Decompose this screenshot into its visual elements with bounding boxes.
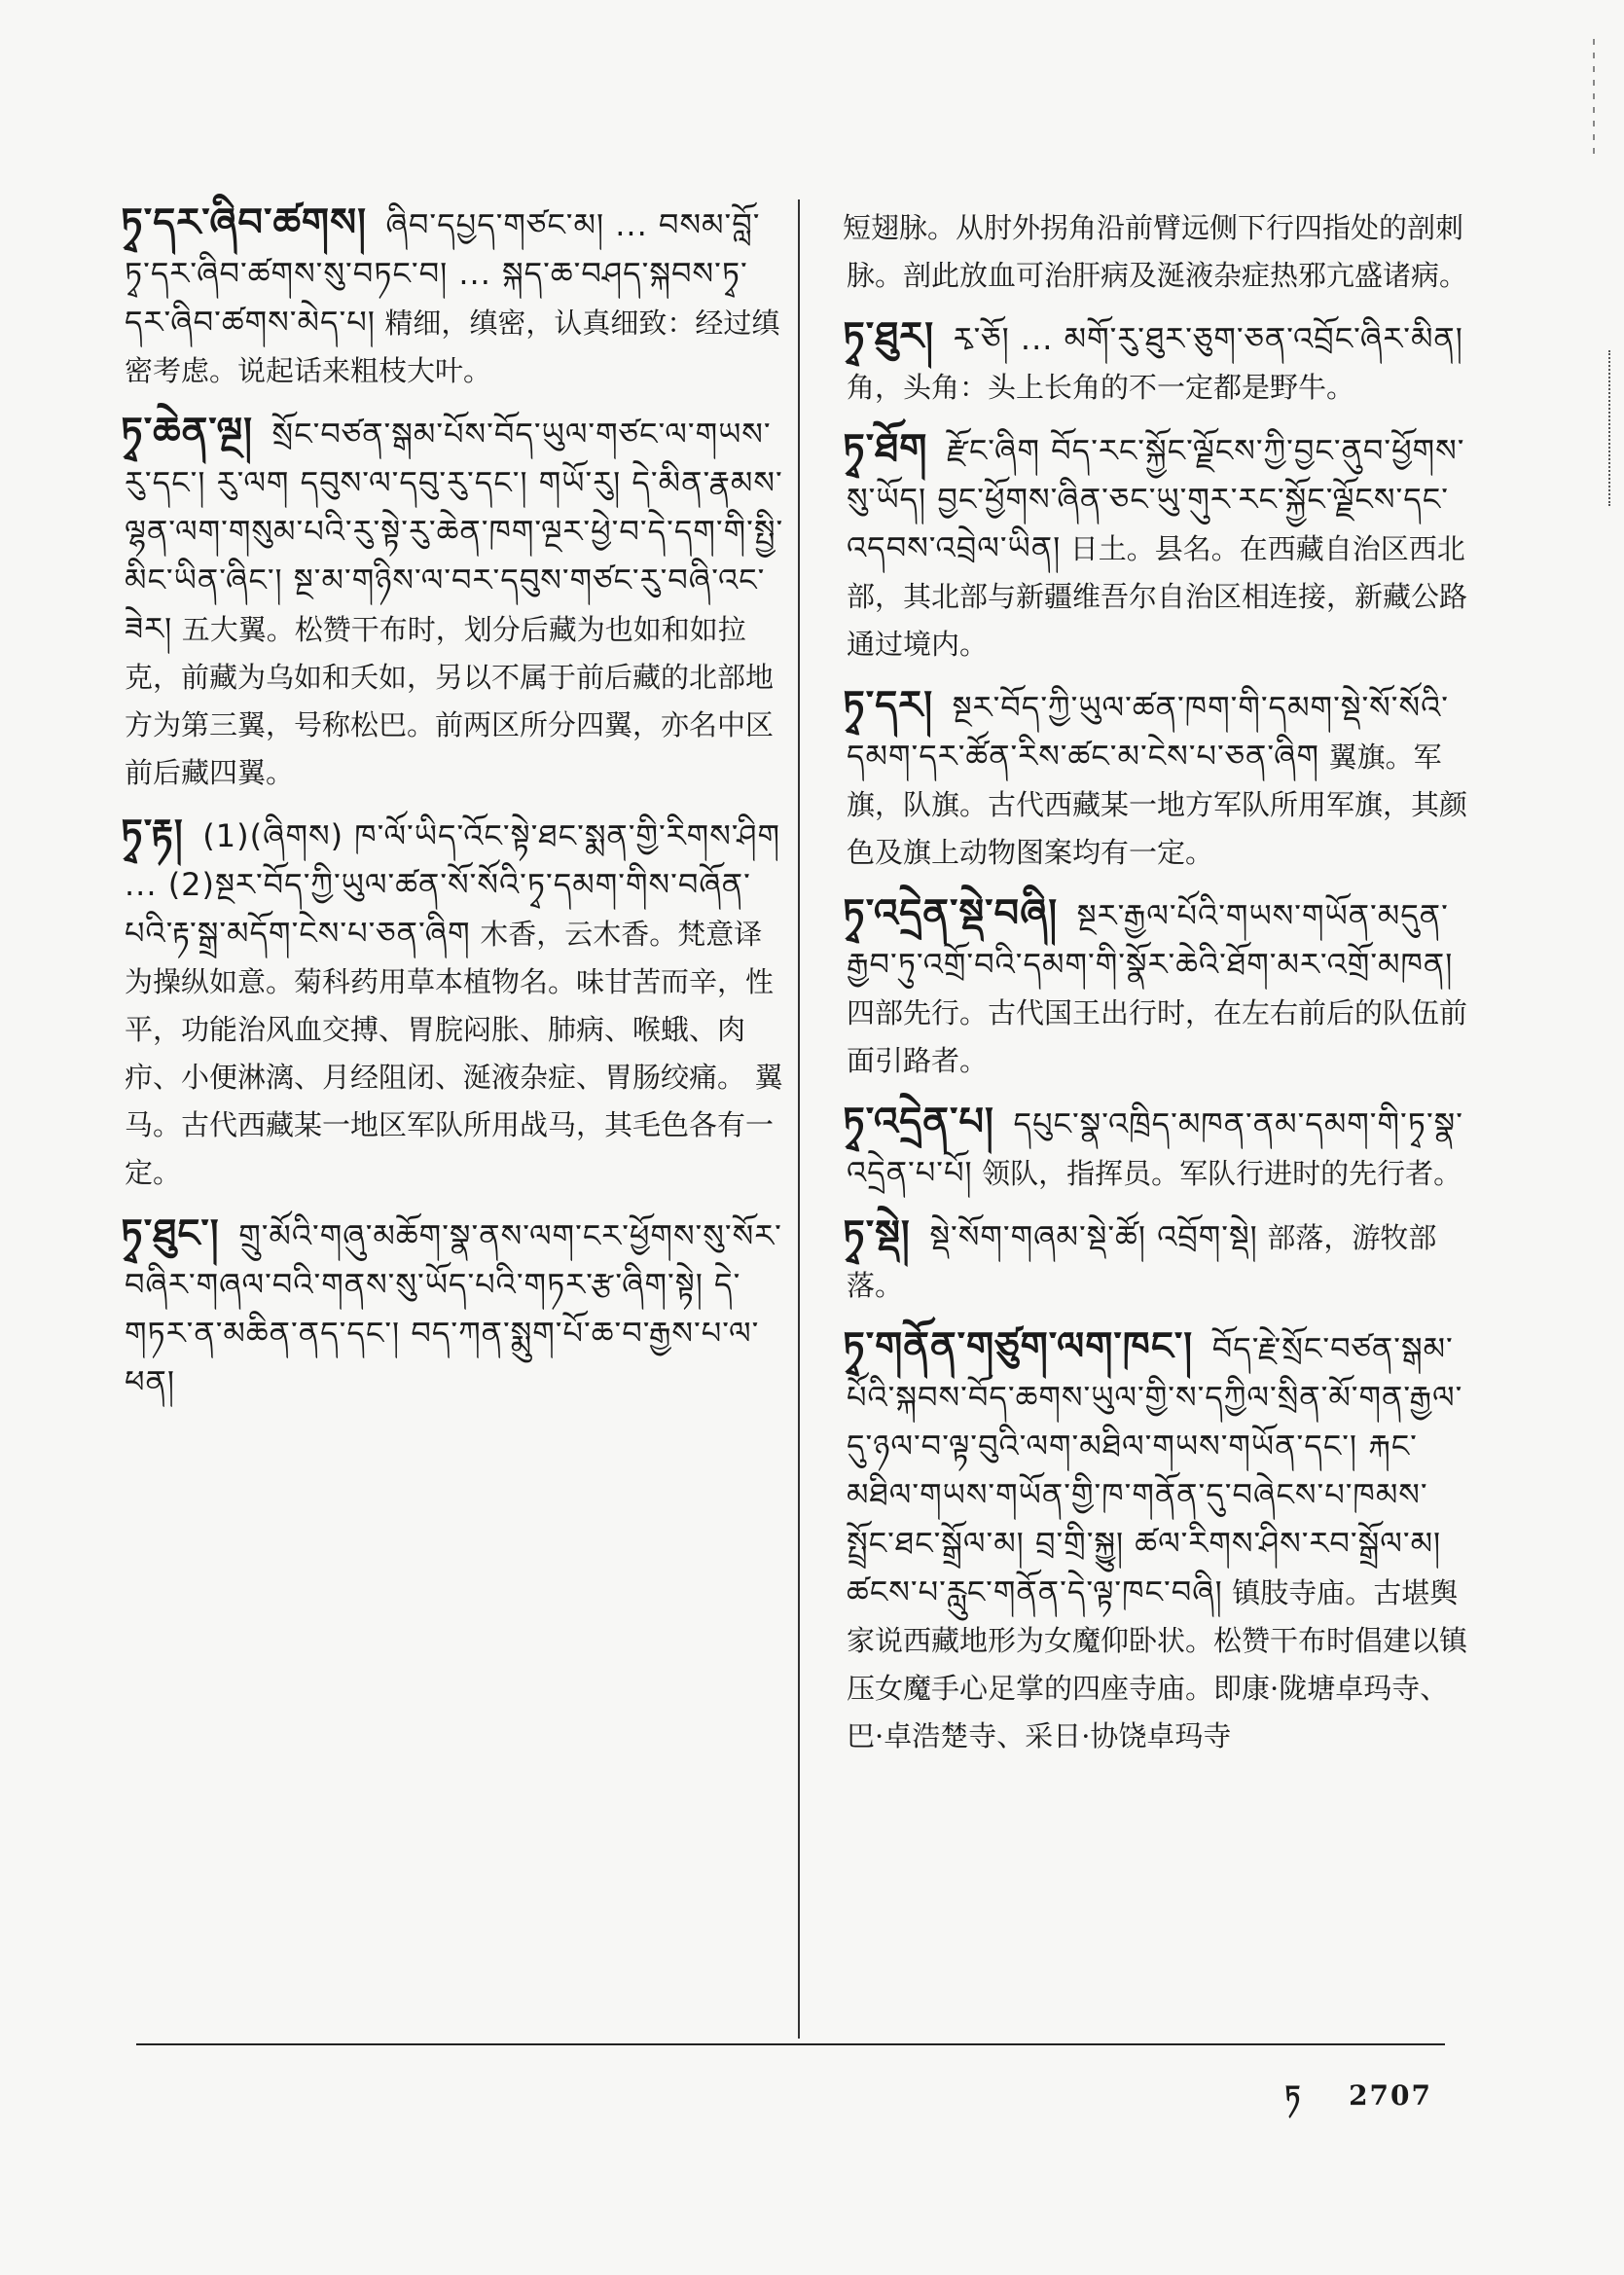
tibetan-definition: བོད་རྗེ་སྲོང་བཙན་སྒམ་པོའི་སྐབས་བོད་ཆགས་ཡུལ་གྱི་ས་དཀྱིལ་སྲིན་མོ་གན་རྒྱལ་དུ་ཉལ་བ་ལྟ་བུའི་ལག་མཐིལ་གཡས་གཡོན་དང་། རྐང་མཐིལ་གཡས་གཡོན་གྱི་ཁ་གནོན་དུ་བཞེངས་པ་ཁམས་སྤྲོང་ཐང་སྒྲོལ་མ། བྲ་གྲི་སྐྱུ། ཚལ་རིགས་ཤིས་རབ་སྒྲོལ་མ། ཚངས་པ་རླུང་གནོན་དེ་ལྟ་ཁང་བཞི། bbox=[847, 1330, 1463, 1610]
chinese-definition: 角，头角：头上长角的不一定都是野牛。 bbox=[847, 371, 1355, 404]
headword: ཏྭ་དར་ཞིབ་ཚགས། bbox=[121, 200, 367, 245]
tibetan-definition: རྫོང་ཞིག བོད་རང་སྐྱོང་ལྗོངས་ཀྱི་བྱང་ནུབ་ཕྱོགས་སུ་ཡོད། བྱང་ཕྱོགས་ཞིན་ཅང་ཡུ་གུར་རང་སྐྱོང་ལྗོངས་དང་འདབས་འབྲེལ་ཡིན། bbox=[847, 432, 1465, 566]
entry-5 bbox=[843, 313, 1469, 412]
chinese-definition: 四部先行。古代国王出行时，在左右前后的队伍前面引路者。 bbox=[847, 996, 1468, 1077]
tibetan-definition: སྔར་བོད་ཀྱི་ཡུལ་ཚན་ཁག་གི་དམག་སྡེ་སོ་སོའི་དམག་དར་ཚོན་རིས་ཚང་མ་ངེས་པ་ཅན་ཞིག bbox=[847, 689, 1449, 775]
headword: ཏྭ་ཐུང་། bbox=[121, 1211, 220, 1256]
entry-7 bbox=[843, 682, 1469, 877]
chinese-definition: 部落，游牧部落。 bbox=[847, 1221, 1437, 1302]
chinese-definition-2: 翼马。古代西藏某一地区军队所用战马，其毛色各有一定。 bbox=[125, 1061, 783, 1189]
entry-9 bbox=[843, 1099, 1469, 1198]
chinese-definition: 翼旗。军旗，队旗。古代西藏某一地方军队所用军旗，其颜色及旗上动物图案均有一定。 bbox=[847, 740, 1468, 869]
page-number: 2707 bbox=[1349, 2079, 1432, 2112]
chinese-definition: 五大翼。松赞干布时，划分后藏为也如和如拉克，前藏为乌如和夭如，另以不属于前后藏的北部地方为第三翼，号称松巴。前两区所分四翼，亦名中区前后藏四翼。 bbox=[125, 613, 775, 789]
entry-3 bbox=[121, 811, 786, 1197]
chinese-definition: 领队，指挥员。军队行进时的先行者。 bbox=[982, 1157, 1462, 1190]
entry-2 bbox=[121, 409, 786, 797]
right-column bbox=[843, 204, 1469, 1774]
headword: ཏྭ་དར། bbox=[843, 683, 934, 728]
column-divider bbox=[798, 199, 800, 2039]
headword: ཏྭ་འདྲེན་སྡེ་བཞི། bbox=[843, 891, 1059, 936]
entry-continued bbox=[843, 204, 1469, 300]
section-letter: ཏ bbox=[1284, 2079, 1303, 2112]
headword: ཏྭ་འདྲེན་པ། bbox=[843, 1100, 994, 1144]
headword: ཏྭ་རྟ། bbox=[121, 812, 184, 856]
headword: ཏྭ་ཐུར། bbox=[843, 314, 935, 359]
headword: ཏྭ་ཆེན་ལྔ། bbox=[121, 410, 253, 454]
entry-1 bbox=[121, 199, 786, 395]
chinese-definition: 精细，缜密，认真细致：经过缜密考虑。说起话来粗枝大叶。 bbox=[125, 307, 780, 387]
binding-edge-mark bbox=[1608, 350, 1624, 506]
entry-10 bbox=[843, 1211, 1469, 1310]
tibetan-definition: སྲོང་བཙན་སྒམ་པོས་བོད་ཡུལ་གཙང་ལ་གཡས་རུ་དང་། རུ་ལག དབུས་ལ་དབུ་རུ་དང་། གཡོ་རུ། དེ་མིན་རྣམས་ལྷན་ལག་གསུམ་པའི་རུ་སྟེ་རུ་ཆེན་ཁག་ལྔར་ཕྱེ་བ་དེ་དག་གི་སྤྱི་མིང་ཡིན་ཞིང་། སྔ་མ་གཉིས་ལ་བར་དབུས་གཙང་རུ་བཞི་འང་ཟེར། bbox=[125, 415, 784, 647]
tibetan-definition: རྭ་ཅོ། ... མགོ་རུ་ཐུར་ཅུག་ཅན་འབྲོང་ཞིར་མིན། bbox=[953, 320, 1463, 357]
tibetan-definition: དཔུང་སྣ་འཁྲིད་མཁན་ནམ་དམག་གི་ཏྭ་སྣ་འདྲེན་པ་པོ། bbox=[847, 1105, 1463, 1191]
tibetan-definition: གྲུ་མོའི་གཞུ་མཆོག་སྣ་ནས་ལག་ངར་ཕྱོགས་སུ་སོར་བཞིར་གཞལ་བའི་གནས་སུ་ཡོད་པའི་གཏར་རྩ་ཞིག་སྟེ། དེ་གཏར་ན་མཆིན་ནད་དང་། བད་ཀན་སྨུག་པོ་ཆ་བ་རྒྱས་པ་ལ་ཕན། bbox=[125, 1217, 782, 1400]
tibetan-definition: (1)(ཞིགས) ཁ་ལོ་ཡིད་འོང་སྟེ་ཐང་སྨན་གྱི་རིགས་ཤིག ... (2)སྔར་བོད་ཀྱི་ཡུལ་ཚན་སོ་སོའི་ཏྭ་དམག་གིས་བཞོན་པའི་རྟ་སྒྲ་མདོག་ངེས་པ་ཅན་ཞིག bbox=[125, 817, 781, 952]
headword: ཏྭ་ཐོག bbox=[843, 426, 928, 471]
footer-rule bbox=[136, 2043, 1445, 2045]
headword: ཏྭ་གནོན་གཙུག་ལག་ཁང་། bbox=[843, 1324, 1194, 1369]
chinese-definition: 短翅脉。从肘外拐角沿前臂远侧下行四指处的剖刺脉。剖此放血可治肝病及涎液杂症热邪亢盛诸病。 bbox=[843, 211, 1468, 292]
page-footer bbox=[1284, 2065, 1432, 2142]
chinese-definition: 木香，云木香。梵意译为操纵如意。菊科药用草本植物名。味甘苦而辛，性平，功能治风血交搏、胃脘闷胀、肺病、喉蛾、肉疖、小便淋漓、月经阻闭、涎液杂症、胃肠绞痛。 bbox=[125, 918, 775, 1094]
scan-edge-mark bbox=[1593, 39, 1595, 156]
tibetan-definition: ཞིབ་དཔྱད་གཙང་མ། ... བསམ་བློ་ཏྭ་དར་ཞིབ་ཚགས་སུ་བཏང་བ། ... སྐད་ཆ་བཤད་སྐབས་ཏྭ་དར་ཞིབ་ཚགས་མེད་པ། bbox=[125, 206, 761, 341]
tibetan-definition: སྔར་རྒྱལ་པོའི་གཡས་གཡོན་མདུན་རྒྱབ་ཏུ་འགྲོ་བའི་དམག་གི་སྣོར་ཆེའི་ཐོག་མར་འགྲོ་མཁན། bbox=[847, 897, 1454, 983]
entry-4 bbox=[121, 1210, 786, 1407]
entry-6 bbox=[843, 425, 1469, 668]
chinese-definition: 镇肢寺庙。古堪舆家说西藏地形为女魔仰卧状。松赞干布时倡建以镇压女魔手心足掌的四座寺庙。即康·陇塘卓玛寺、巴·卓浩楚寺、采日·协饶卓玛寺 bbox=[847, 1576, 1468, 1752]
left-column bbox=[121, 199, 786, 1421]
entry-11 bbox=[843, 1323, 1469, 1760]
headword: ཏྭ་སྡེ། bbox=[843, 1212, 911, 1257]
tibetan-definition: སྡེ་སོག་གཞམ་སྡེ་ཚོ། འབྲོག་སྡེ། bbox=[929, 1218, 1258, 1255]
entry-8 bbox=[843, 890, 1469, 1085]
chinese-definition: 日土。县名。在西藏自治区西北部，其北部与新疆维吾尔自治区相连接，新藏公路通过境内。 bbox=[847, 532, 1468, 661]
